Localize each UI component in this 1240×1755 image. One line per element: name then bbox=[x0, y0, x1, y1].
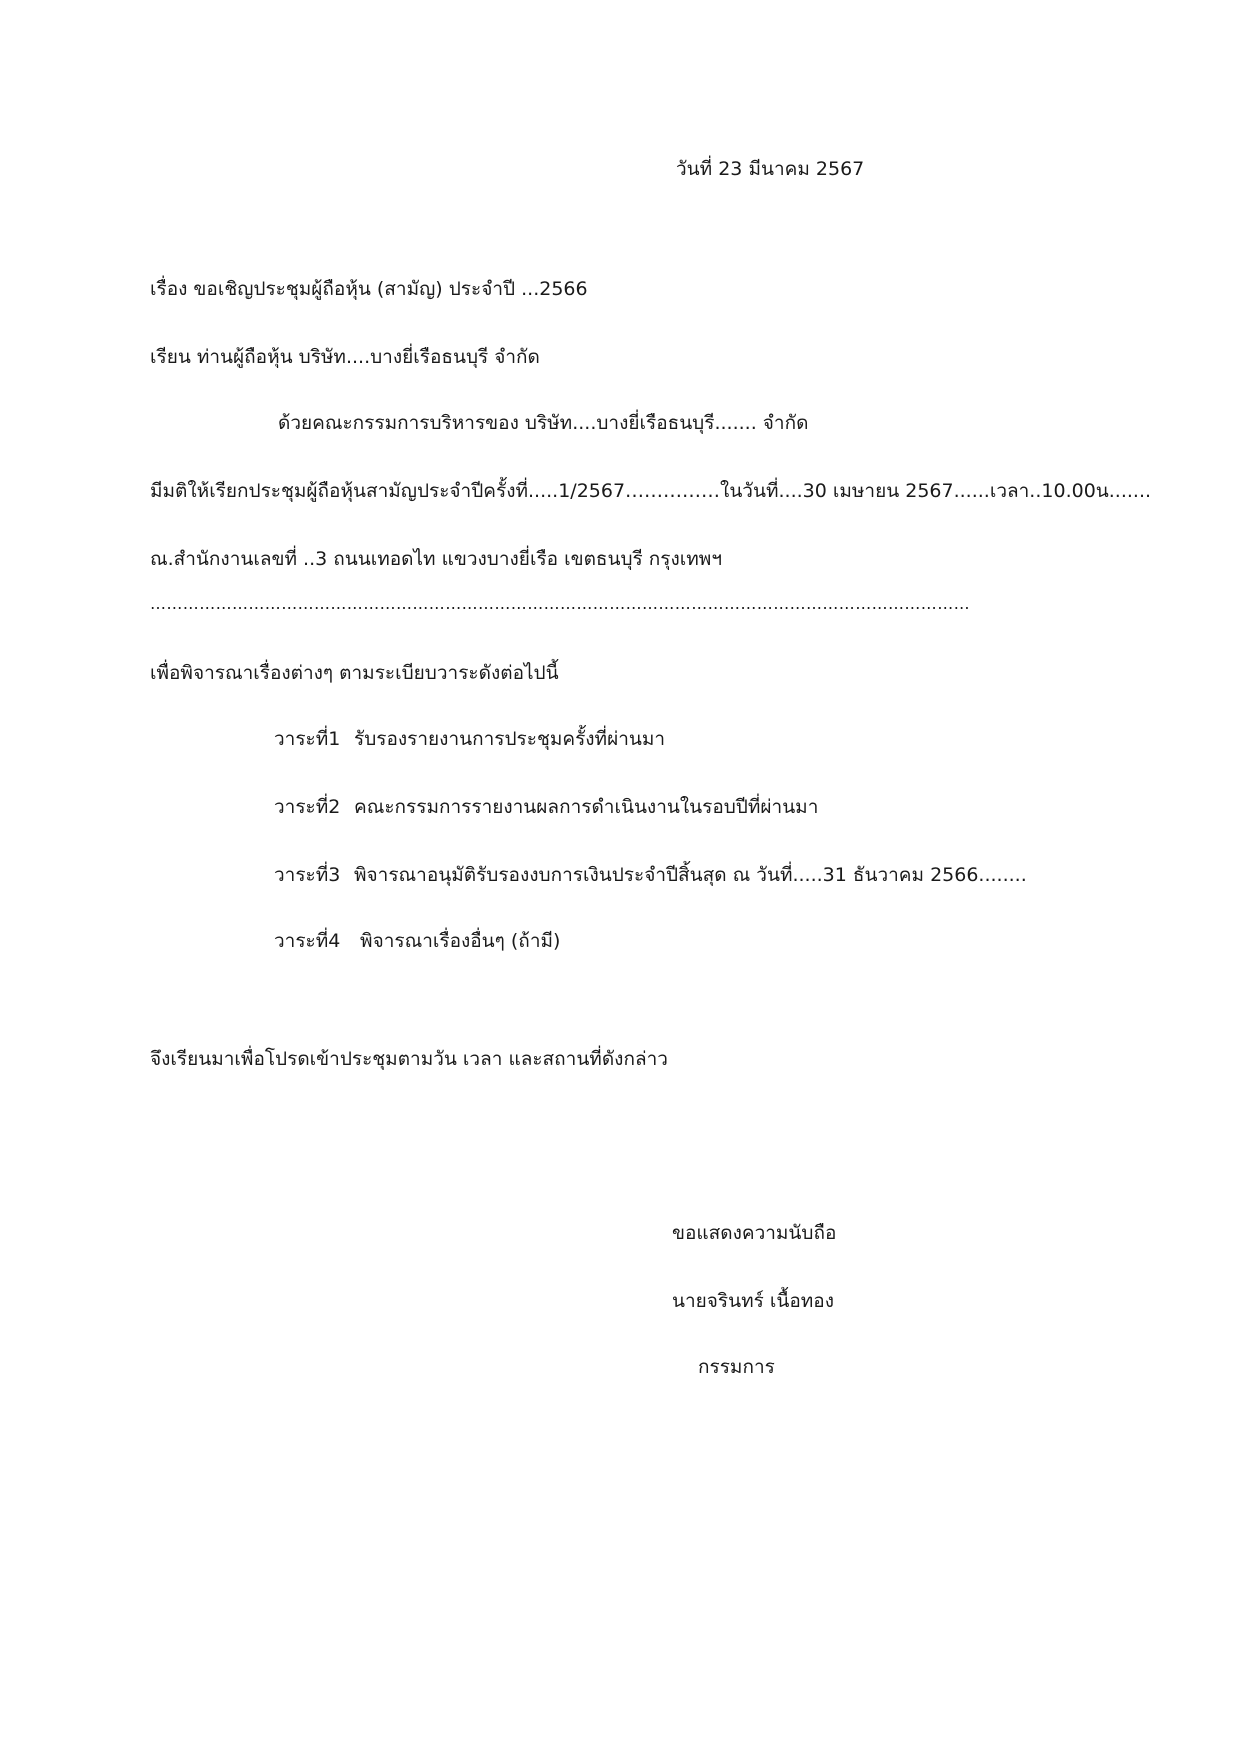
agenda-text: พิจารณาอนุมัติรับรองงบการเงินประจำปีสิ้นสุด ณ วันที่.....31 ธันวาคม 2566........ bbox=[354, 864, 1027, 886]
agenda-text: รับรองรายงานการประชุมครั้งที่ผ่านมา bbox=[354, 728, 666, 750]
letter-date: วันที่ 23 มีนาคม 2567 bbox=[676, 158, 865, 180]
agenda-number: วาระที่1 bbox=[274, 728, 341, 750]
agenda-number: วาระที่4 bbox=[274, 930, 341, 952]
complimentary-close: ขอแสดงความนับถือ bbox=[672, 1222, 837, 1244]
agenda-text: พิจารณาเรื่องอื่นๆ (ถ้ามี) bbox=[354, 930, 561, 952]
agenda-item bbox=[274, 730, 665, 749]
signer-name: นายจรินทร์ เนื้อทอง bbox=[672, 1290, 834, 1312]
signer-position: กรรมการ bbox=[698, 1356, 775, 1378]
agenda-item bbox=[274, 932, 560, 951]
letter-subject: เรื่อง ขอเชิญประชุมผู้ถือหุ้น (สามัญ) ประจำปี ...2566 bbox=[150, 278, 588, 300]
letter-intro: ด้วยคณะกรรมการบริหารของ บริษัท....บางยี่เรือธนบุรี....... จำกัด bbox=[278, 412, 809, 434]
meeting-venue: ณ.สำนักงานเลขที่ ..3 ถนนเทอดไท แขวงบางยี่เรือ เขตธนบุรี กรุงเทพฯ bbox=[150, 548, 723, 570]
letter-recipient: เรียน ท่านผู้ถือหุ้น บริษัท....บางยี่เรือธนบุรี จำกัด bbox=[150, 346, 540, 368]
agenda-number: วาระที่3 bbox=[274, 864, 341, 886]
agenda-intro: เพื่อพิจารณาเรื่องต่างๆ ตามระเบียบวาระดังต่อไปนี้ bbox=[150, 662, 559, 684]
letter-closing: จึงเรียนมาเพื่อโปรดเข้าประชุมตามวัน เวลา และสถานที่ดังกล่าว bbox=[150, 1048, 668, 1070]
agenda-text: คณะกรรมการรายงานผลการดำเนินงานในรอบปีที่ผ่านมา bbox=[354, 796, 819, 818]
agenda-item bbox=[274, 866, 1027, 885]
agenda-number: วาระที่2 bbox=[274, 796, 341, 818]
meeting-resolution: มีมติให้เรียกประชุมผู้ถือหุ้นสามัญประจำปีครั้งที่.....1/2567……………ในวันที่....30 เมษายน 2567......เวลา..10.00น....... bbox=[150, 480, 1152, 502]
dotted-fill-line: …………………………………………………………………………………………………………………………………… bbox=[150, 594, 970, 613]
agenda-item bbox=[274, 798, 818, 817]
